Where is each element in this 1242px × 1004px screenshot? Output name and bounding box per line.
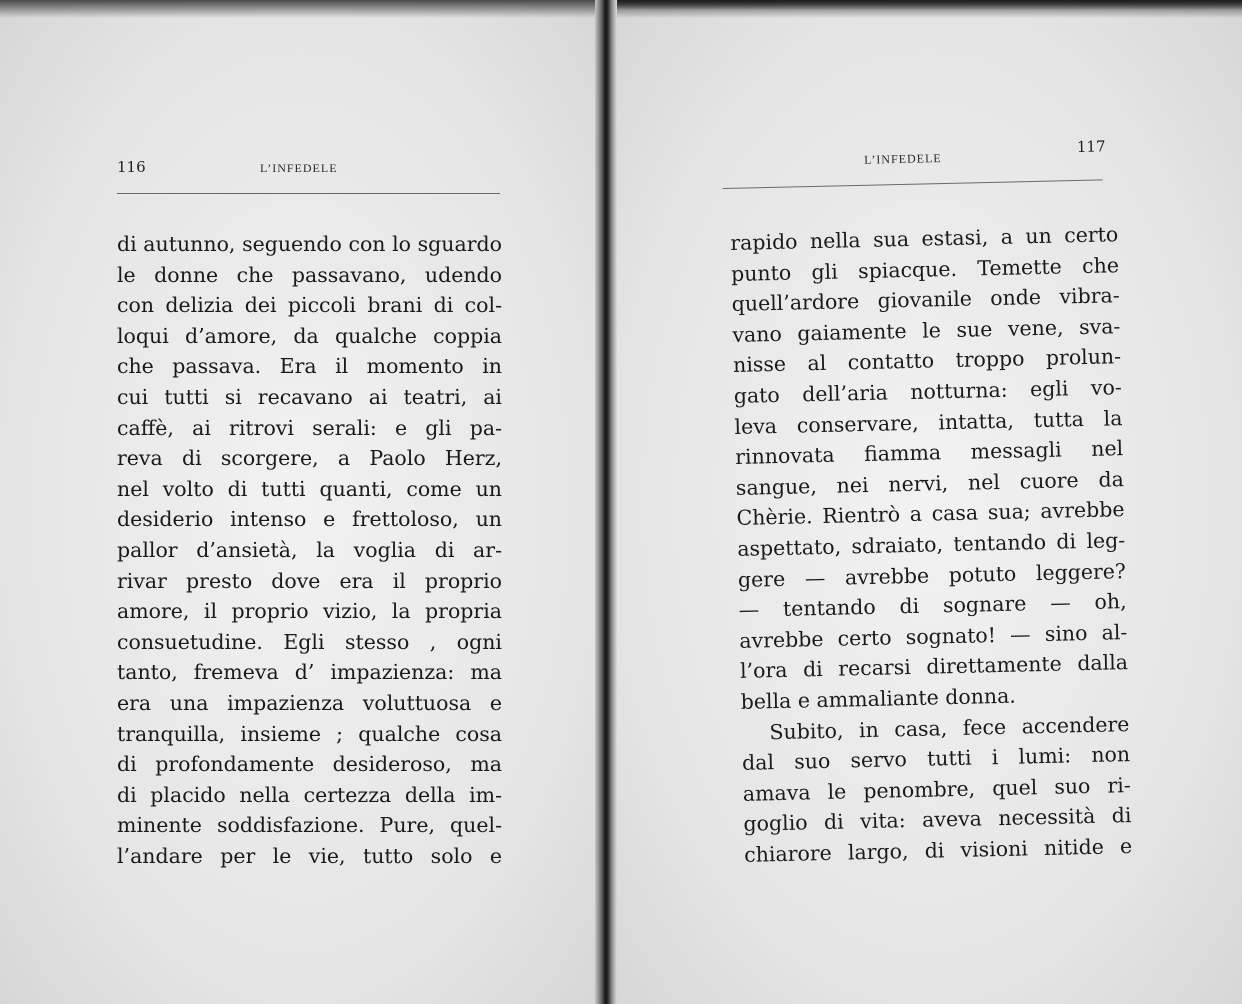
text-line: desiderio intenso e frettoloso, un (117, 507, 502, 532)
text-line: con delizia dei piccoli brani di col- (117, 293, 502, 318)
right-page-text (730, 219, 1132, 870)
text-line: reva di scorgere, a Paolo Herz, (117, 446, 502, 471)
left-header-rule (117, 193, 500, 194)
text-line: tranquilla, insieme ; qualche cosa (117, 721, 502, 746)
text-line: minente soddisfazione. Pure, quel- (117, 813, 502, 838)
text-line: leva conservare, intatta, tutta la (734, 405, 1123, 439)
left-page-text (117, 229, 502, 871)
text-line: amava le penombre, quel suo ri- (742, 772, 1132, 806)
text-line: l’andare per le vie, tutto solo e (117, 843, 502, 868)
text-line: gere — avrebbe potuto leggere? (737, 558, 1127, 592)
text-line: di profondamente desideroso, ma (117, 752, 502, 777)
text-line: bella e ammaliante donna. (740, 683, 1017, 714)
text-line: cui tutti si recavano ai teatri, ai (117, 384, 502, 409)
text-line: nisse al contatto troppo prolun- (732, 344, 1122, 378)
text-line: nel volto di tutti quanti, come un (117, 476, 502, 501)
text-line: era una impazienza voluttuosa e (117, 690, 502, 715)
text-line: amore, il proprio vizio, la propria (117, 599, 502, 624)
text-line: consuetudine. Egli stesso , ogni (117, 629, 502, 654)
text-line: rivar presto dove era il proprio (117, 568, 502, 593)
text-line: sangue, nei nervi, nel cuore da (735, 466, 1125, 500)
text-line: gato dell’aria notturna: egli vo- (733, 375, 1122, 408)
text-line: quell’ardore giovanile onde vibra- (731, 283, 1120, 317)
text-line: l’ora di recarsi direttamente dalla (739, 650, 1129, 684)
text-line: che passava. Era il momento in (117, 354, 502, 379)
text-line: di placido nella certezza della im- (117, 782, 502, 807)
book-gutter (595, 0, 617, 1004)
left-running-head: L’INFEDELE (260, 161, 338, 175)
text-line: le donne che passavano, udendo (117, 262, 502, 287)
right-page-number: 117 (1076, 137, 1106, 156)
top-edge-shadow-right (600, 0, 1242, 10)
text-line: dal suo servo tutti i lumi: non (741, 742, 1131, 775)
text-line: loqui d’amore, da qualche coppia (117, 323, 502, 348)
text-line: di autunno, seguendo con lo sguardo (117, 232, 502, 256)
text-line: vano gaiamente le sue vene, sva- (732, 313, 1121, 347)
text-line: rinnovata fiamma messagli nel (734, 436, 1124, 470)
text-line: chiarore largo, di visioni nitide e (743, 833, 1133, 867)
text-line: tanto, fremeva d’ impazienza: ma (117, 660, 502, 685)
text-line: Chèrie. Rientrò a casa sua; avrebbe (736, 497, 1125, 531)
text-line: caffè, ai ritrovi serali: e gli pa- (117, 415, 502, 440)
text-line: pallor d’ansietà, la voglia di ar- (117, 537, 502, 562)
text-line: Subito, in casa, fece accendere (769, 711, 1130, 744)
text-line: rapido nella sua estasi, a un certo (730, 222, 1119, 255)
left-page-number: 116 (117, 158, 146, 176)
text-line: goglio di vita: aveva necessità di (743, 803, 1132, 837)
text-line: aspettato, sdraiato, tentando di leg- (737, 528, 1126, 561)
right-running-head: L’INFEDELE (863, 151, 942, 167)
text-line: — tentando di sognare — oh, (738, 589, 1127, 623)
text-line: avrebbe certo sognato! — sino al- (739, 619, 1128, 653)
text-line: punto gli spiacque. Temette che (730, 252, 1120, 286)
